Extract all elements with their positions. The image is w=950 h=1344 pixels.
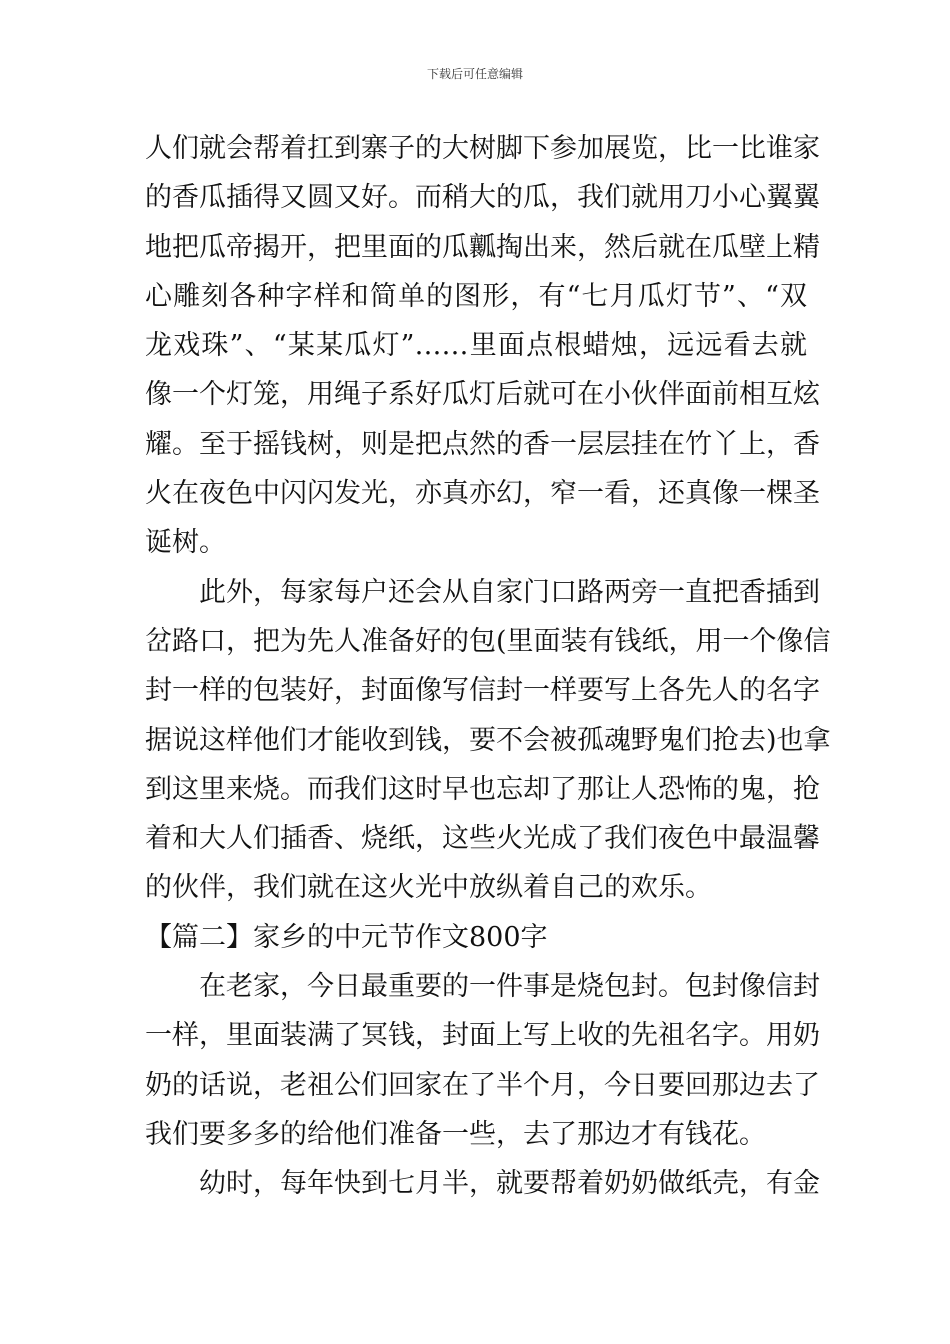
text-line: 到这里来烧。而我们这时早也忘却了那让人恐怖的鬼，抢 (145, 773, 820, 805)
text-line: 诞树。 (145, 527, 226, 559)
text-line: 奶的话说，老祖公们回家在了半个月，今日要回那边去了 (145, 1069, 820, 1101)
text-line: 着和大人们插香、烧纸，这些火光成了我们夜色中最温馨 (145, 823, 820, 855)
section-heading: 【篇二】家乡的中元节作文800字 (145, 921, 548, 953)
text-line: 幼时，每年快到七月半，就要帮着奶奶做纸壳，有金 (199, 1168, 820, 1200)
text-line: 此外，每家每户还会从自家门口路两旁一直把香插到 (199, 576, 820, 608)
page-header: 下载后可任意编辑 (426, 67, 523, 81)
text-line: 岔路口，把为先人准备好的包(里面装有钱纸，用一个像信 (145, 625, 831, 657)
document-body (145, 124, 831, 1209)
text-line: 在老家，今日最重要的一件事是烧包封。包封像信封 (199, 971, 820, 1003)
text-line: 封一样的包装好，封面像写信封一样要写上各先人的名字 (145, 675, 820, 707)
text-line: 耀。至于摇钱树，则是把点然的香一层层挂在竹丫上，香 (145, 428, 820, 460)
text-line: 我们要多多的给他们准备一些，去了那边才有钱花。 (145, 1118, 766, 1150)
text-line: 的香瓜插得又圆又好。而稍大的瓜，我们就用刀小心翼翼 (145, 182, 820, 214)
text-line: 龙戏珠”、“某某瓜灯”……里面点根蜡烛，远远看去就 (145, 330, 807, 362)
text-line: 人们就会帮着扛到寨子的大树脚下参加展览，比一比谁家 (145, 133, 820, 164)
text-line: 火在夜色中闪闪发光，亦真亦幻，窄一看，还真像一棵圣 (145, 478, 820, 510)
text-line: 地把瓜帝揭开，把里面的瓜瓤掏出来，然后就在瓜壁上精 (145, 231, 820, 263)
text-line: 的伙伴，我们就在这火光中放纵着自己的欢乐。 (145, 872, 712, 904)
text-line: 据说这样他们才能收到钱，要不会被孤魂野鬼们抢去)也拿 (145, 724, 831, 756)
text-line: 一样，里面装满了冥钱，封面上写上收的先祖名字。用奶 (145, 1020, 820, 1052)
text-line: 像一个灯笼，用绳子系好瓜灯后就可在小伙伴面前相互炫 (145, 379, 820, 411)
text-line: 心雕刻各种字样和简单的图形，有“七月瓜灯节”、“双 (145, 280, 807, 312)
